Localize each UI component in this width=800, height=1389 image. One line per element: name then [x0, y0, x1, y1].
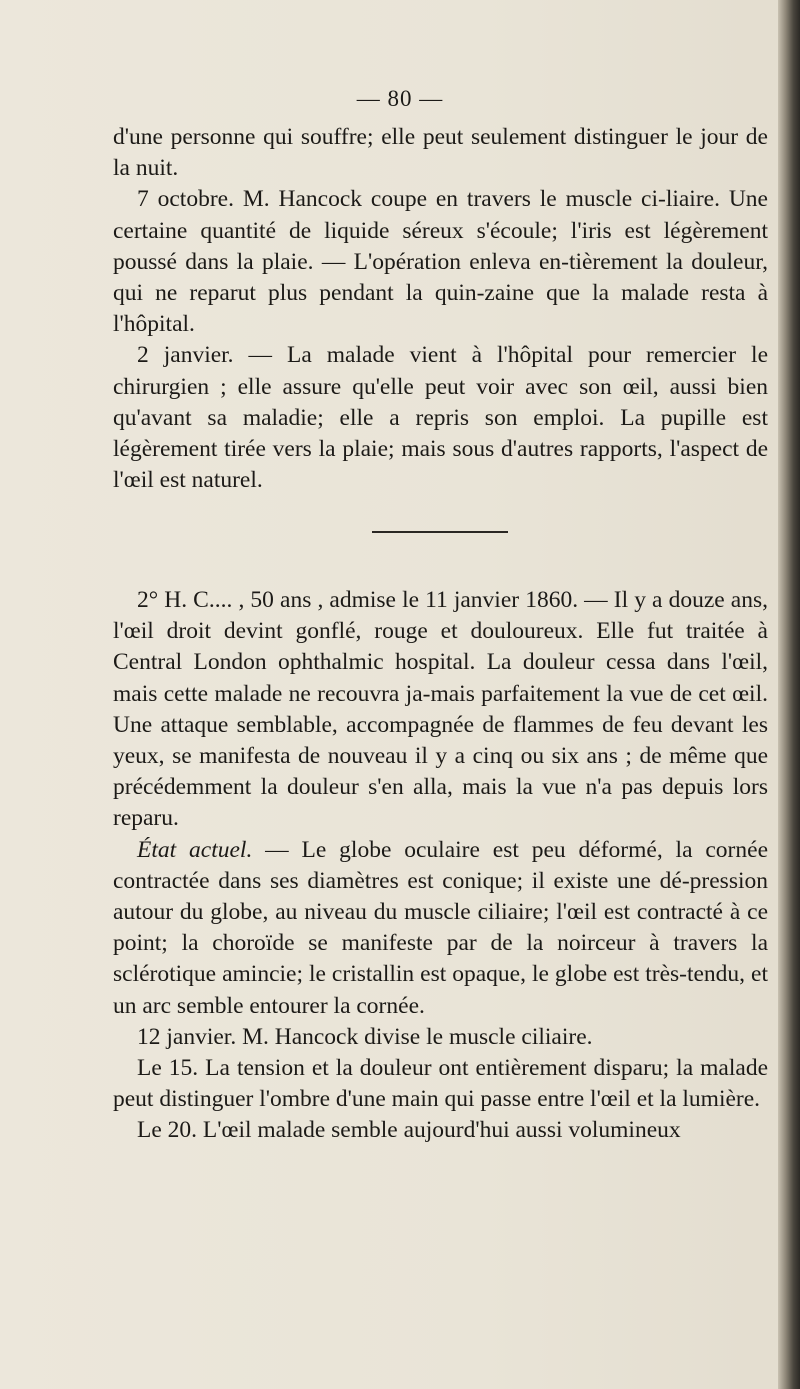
paragraph-2-janvier: 2 janvier. — La malade vient à l'hôpital pour remercier le chirurgien ; elle assure qu'elle peut voir avec son œil, aussi bien qu'avant sa maladie; elle a repris son emploi. La pupille est légèrement tirée vers la plaie; mais sous d'autres rapports, l'aspect de l'œil est naturel. [113, 342, 768, 494]
text-block-case-2 [113, 585, 768, 1147]
etat-actuel-label: État actuel. [137, 836, 253, 863]
paragraph-case-intro: 2° H. C.... , 50 ans , admise le 11 janvier 1860. — Il y a douze ans, l'œil droit devint gonflé, rouge et douloureux. Elle fut traitée à Central London ophthalmic hospital. La douleur cessa dans l'œil, mais cette malade ne recouvra ja-mais parfaitement la vue de cet œil. Une attaque semblable, accompagnée de flammes de feu devant les yeux, se manifesta de nouveau il y a cinq ou six ans ; de même que précédemment la douleur s'en alla, mais la vue n'a pas depuis lors reparu. [113, 587, 768, 832]
etat-actuel-text: — Le globe oculaire est peu déformé, la cornée contractée dans ses diamètres est conique; il existe une dé-pression autour du globe, au niveau du muscle ciliaire; l'œil est contracté à ce point; la choroïde se manifeste par de la noirceur à travers la sclérotique amincie; le cristallin est opaque, le globe est très-tendu, et un arc semble entourer la cornée. [113, 836, 768, 1019]
section-divider [372, 531, 508, 533]
text-block-case-1 [113, 122, 768, 496]
paragraph-le-20: Le 20. L'œil malade semble aujourd'hui aussi volumineux [137, 1117, 681, 1144]
paragraph-continued: d'une personne qui souffre; elle peut seulement distinguer le jour de la nuit. [113, 124, 768, 182]
page-number: — 80 — [356, 86, 444, 111]
paragraph-12-janvier: 12 janvier. M. Hancock divise le muscle ciliaire. [137, 1023, 593, 1050]
paragraph-etat-actuel [113, 835, 768, 1022]
binding-edge [778, 0, 800, 1389]
paragraph-7-octobre: 7 octobre. M. Hancock coupe en travers le muscle ci-liaire. Une certaine quantité de liquide séreux s'écoule; l'iris est légèrement poussé dans la plaie. — L'opération enleva en-tièrement la douleur, qui ne reparut plus pendant la quin-zaine que la malade resta à l'hôpital. [113, 186, 768, 338]
paragraph-le-15: Le 15. La tension et la douleur ont entièrement disparu; la malade peut distinguer l'ombre d'une main qui passe entre l'œil et la lumière. [113, 1055, 768, 1113]
